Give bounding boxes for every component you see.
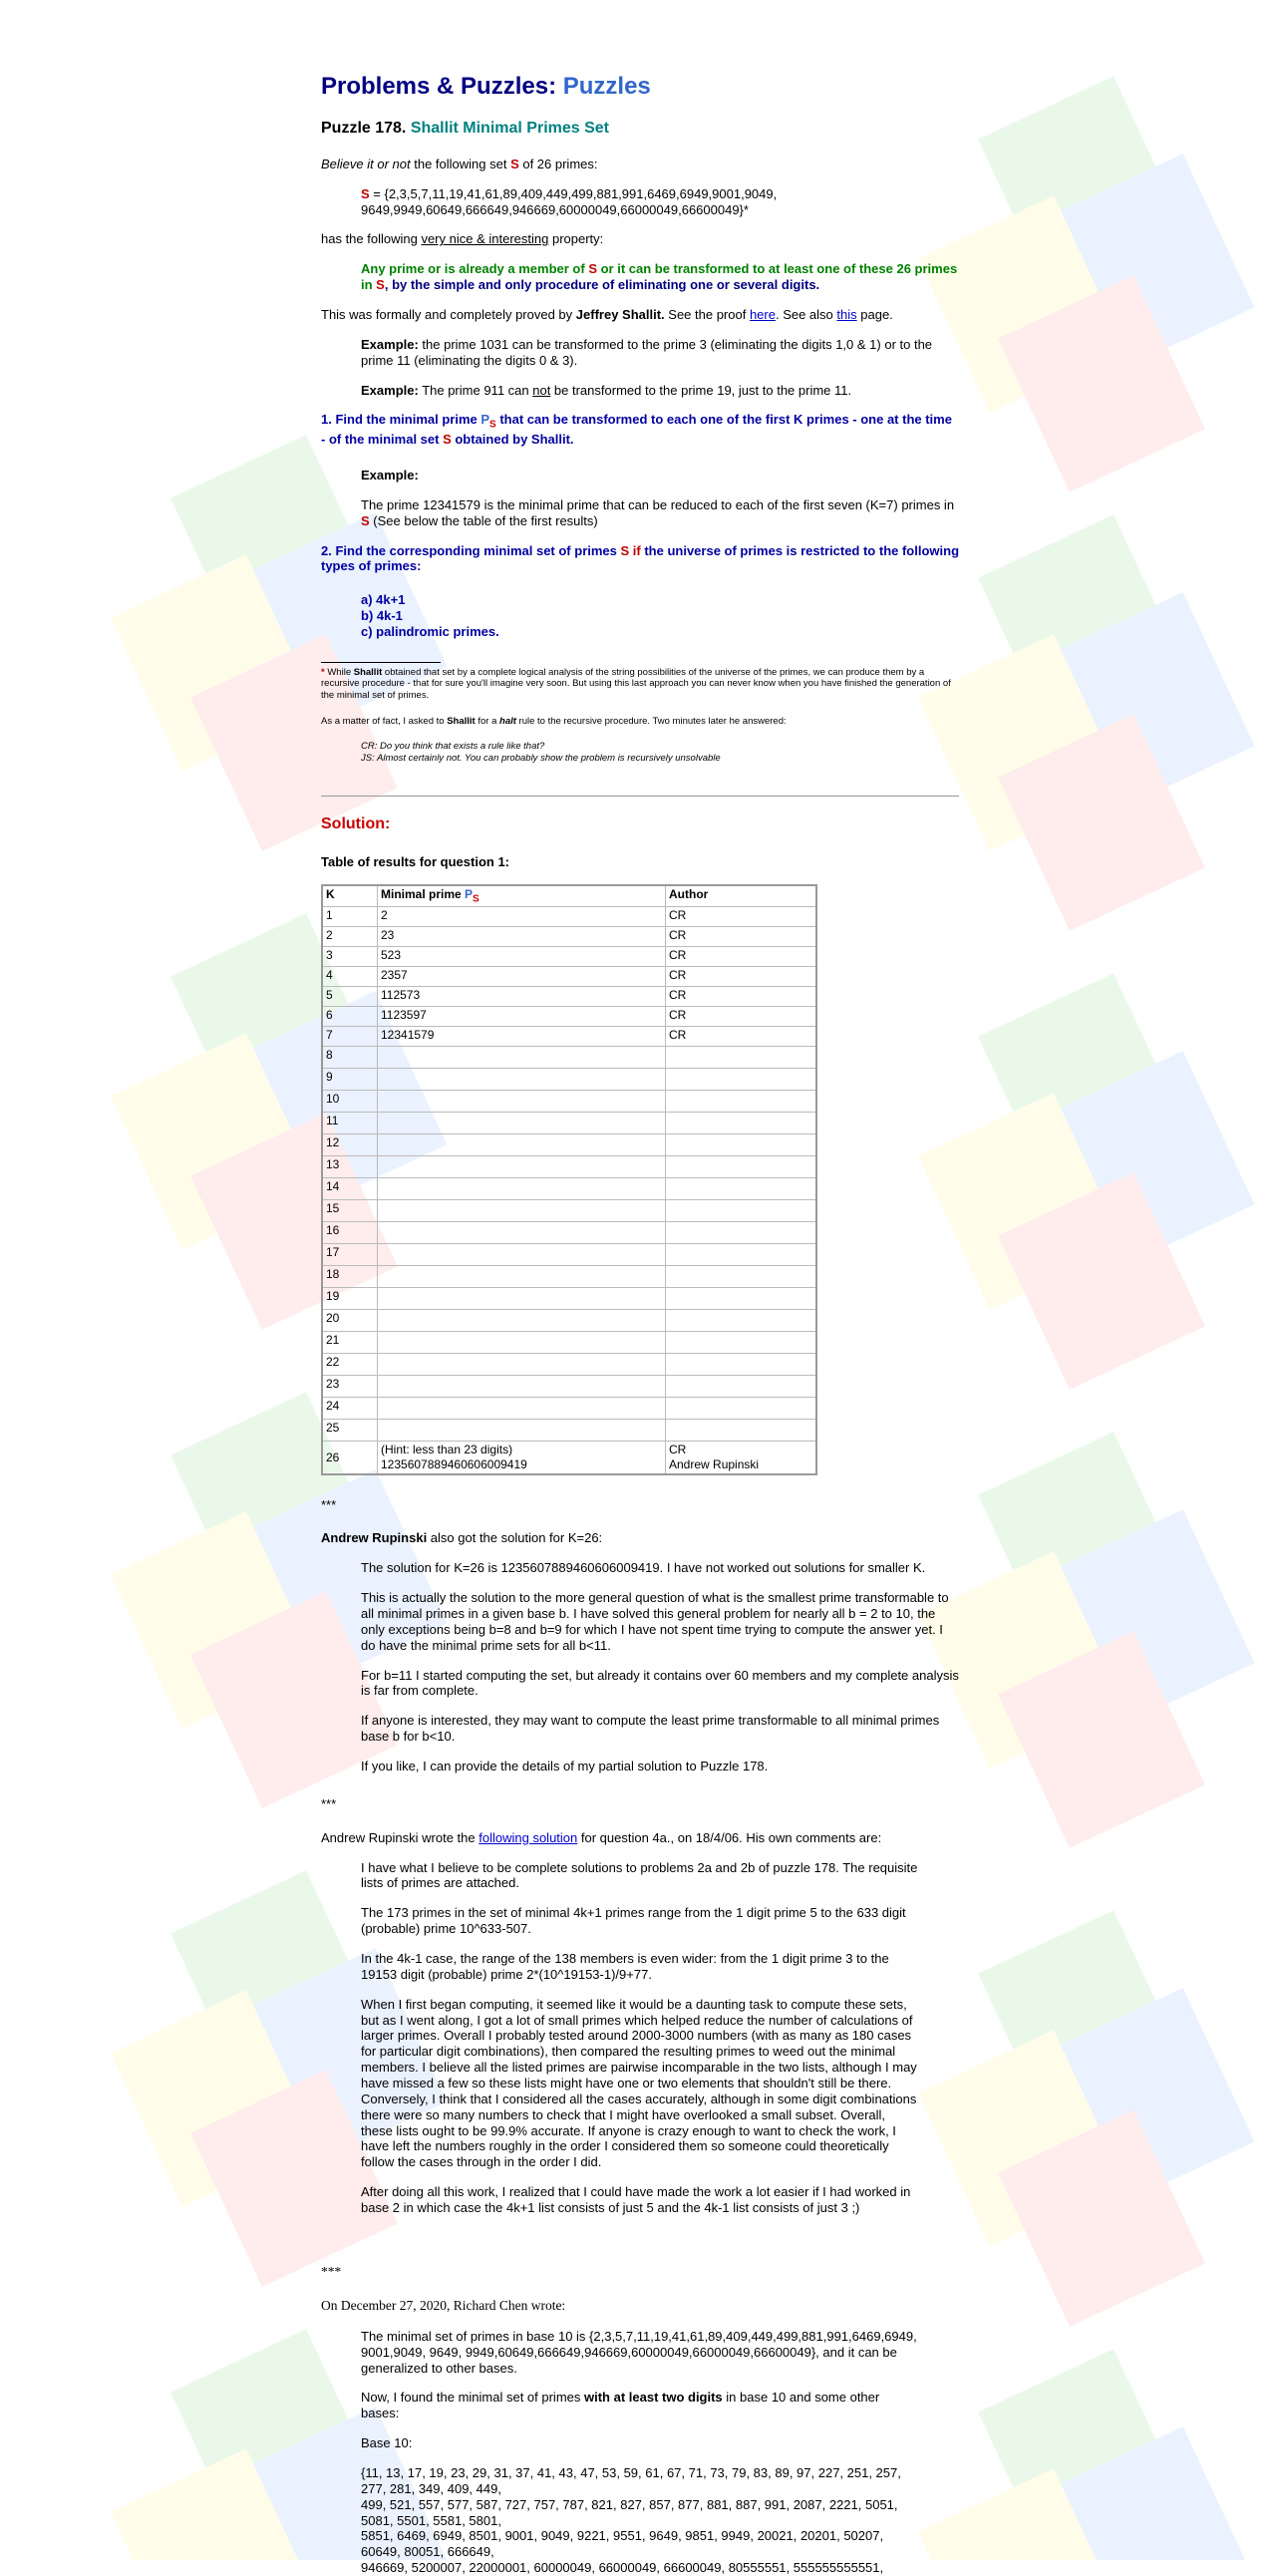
cell-k: 18: [322, 1266, 378, 1288]
cell-k: 6: [322, 1007, 378, 1027]
solution-heading: Solution:: [321, 815, 391, 833]
cell-k: 26: [322, 1442, 378, 1474]
property-intro: [321, 231, 959, 247]
cell-k: 5: [322, 987, 378, 1007]
cell-k: 14: [322, 1178, 378, 1200]
section2-quote: [361, 1560, 959, 1774]
cell-author: [666, 1332, 817, 1354]
table-row: [322, 1134, 816, 1156]
cell-prime: [378, 1244, 666, 1266]
cell-k: 4: [322, 967, 378, 987]
section4-intro: On December 27, 2020, Richard Chen wrote:: [321, 2298, 566, 2314]
table-row: [322, 1200, 816, 1222]
row26-author-1: CR: [669, 1443, 687, 1457]
example-label: Example:: [361, 382, 419, 398]
cell-author: [666, 1156, 817, 1178]
table-row: [322, 1091, 816, 1113]
section2-intro-rest: also got the solution for K=26:: [427, 1530, 603, 1546]
cell-author: [666, 1091, 817, 1113]
cell-k: 12: [322, 1134, 378, 1156]
example-2-not: not: [532, 382, 551, 398]
example-label: Example:: [361, 468, 419, 483]
table-row: [322, 1156, 816, 1178]
footnote-a: While: [324, 666, 354, 678]
intro-text-2: of 26 primes:: [518, 156, 598, 171]
property-underlined: very nice & interesting: [421, 231, 549, 247]
prime-types-list: [361, 592, 959, 640]
dialogue-js: JS: Almost certainly not. You can probably show the problem is recursively unsolvable: [361, 752, 721, 764]
set-symbol: S: [361, 512, 370, 528]
table-row: [322, 1442, 816, 1474]
prime-type-item: c) palindromic primes.: [361, 624, 499, 640]
cell-prime: 523: [378, 947, 666, 967]
table-row: [322, 1027, 816, 1047]
prime-list-line: 5851, 6469, 6949, 8501, 9001, 9049, 9221, 9551, 9649, 9851, 9949, 20021, 20201, 50207, 60649, 80051, 666649,: [361, 2528, 884, 2560]
cell-author: [666, 1442, 817, 1474]
table-row: [322, 1354, 816, 1376]
table-row: [322, 1113, 816, 1134]
cell-prime: 112573: [378, 987, 666, 1007]
fact-b: for a: [475, 715, 500, 727]
section-divider: [321, 796, 959, 797]
ps-p: P: [480, 412, 490, 428]
puzzle-number: Puzzle 178.: [321, 120, 407, 138]
separator-stars: ***: [321, 1795, 337, 1811]
cell-author: [666, 1310, 817, 1332]
cell-k: 10: [322, 1091, 378, 1113]
table-row: [322, 1398, 816, 1420]
p2-a: Now, I found the minimal set of primes: [361, 2390, 584, 2406]
section4-quote: [361, 2329, 919, 2576]
separator-stars: ***: [321, 1496, 337, 1512]
cell-author: [666, 1398, 817, 1420]
table-row: [322, 1007, 816, 1027]
cell-prime: 2: [378, 907, 666, 927]
cell-k: 1: [322, 907, 378, 927]
cell-k: 20: [322, 1310, 378, 1332]
table-row: [322, 987, 816, 1007]
intro-paragraph: [321, 157, 959, 172]
table-row: [322, 1047, 816, 1069]
row26-author-2: Andrew Rupinski: [669, 1456, 760, 1471]
property-b: or it can be transformed to at least one of these 26 primes in: [361, 261, 958, 293]
prime-list-line: {11, 13, 17, 19, 23, 29, 31, 37, 41, 43, 47, 53, 59, 61, 67, 71, 73, 79, 83, 89, 97, 227, 251, 257, 277, 281, 349, 409, 449,: [361, 2465, 901, 2496]
col-min-text: Minimal prime: [381, 886, 466, 901]
quote-paragraph: The 173 primes in the set of minimal 4k+1 primes range from the 1 digit prime 5 to the 633 digit (probable) prime 10^633-507.: [361, 1905, 906, 1937]
property-pre: has the following: [321, 231, 422, 247]
set-symbol: S: [376, 277, 385, 293]
fact-halt: halt: [499, 715, 516, 727]
q1-example-post: (See below the table of the first results): [369, 512, 598, 528]
example-1-text: the prime 1031 can be transformed to the prime 3 (eliminating the digits 1,0 & 1) or to the prime 11 (eliminating the digits 0 & 3).: [361, 336, 933, 368]
cell-author: [666, 1222, 817, 1244]
cell-author: [666, 1113, 817, 1134]
ps-symbol: [480, 412, 496, 431]
table-row: [322, 1178, 816, 1200]
quote-paragraph: [361, 2390, 919, 2421]
cell-author: [666, 1266, 817, 1288]
cell-k: 23: [322, 1376, 378, 1398]
cell-author: [666, 1420, 817, 1442]
puzzle-name: Shallit Minimal Primes Set: [410, 120, 609, 138]
quote-paragraph: If you like, I can provide the details of my partial solution to Puzzle 178.: [361, 1759, 769, 1774]
cell-author: CR: [666, 1027, 817, 1047]
cell-author: [666, 1178, 817, 1200]
cell-prime: 12341579: [378, 1027, 666, 1047]
cell-k: 3: [322, 947, 378, 967]
table-row: [322, 947, 816, 967]
cell-prime: [378, 1398, 666, 1420]
footnote-star: *: [321, 666, 325, 678]
dialogue-cr: CR: Do you think that exists a rule like that?: [361, 741, 545, 753]
prime-type-item: a) 4k+1: [361, 592, 406, 608]
property-post: property:: [548, 231, 604, 247]
question-1: [321, 412, 959, 448]
table-row: [322, 927, 816, 947]
set-symbol: S: [620, 542, 630, 558]
cell-author: [666, 1134, 817, 1156]
quote-paragraph: For b=11 I started computing the set, but already it contains over 60 members and my complete analysis is far from complete.: [361, 1667, 959, 1699]
cell-prime: [378, 1134, 666, 1156]
prime-list-line: 946669, 5200007, 22000001, 60000049, 66000049, 66600049, 80555551, 555555555551,: [361, 2560, 884, 2576]
cell-prime: [378, 1222, 666, 1244]
property-statement: [361, 261, 959, 293]
section3-intro: [321, 1830, 959, 1846]
cell-author: [666, 1200, 817, 1222]
row26-prime: 1235607889460606009419: [381, 1456, 527, 1471]
footnote-shallit: Shallit: [353, 666, 383, 678]
set-definition: [361, 186, 959, 218]
cell-k: 9: [322, 1069, 378, 1091]
proof-line: [321, 307, 959, 323]
table-row: [322, 1420, 816, 1442]
cell-k: 7: [322, 1027, 378, 1047]
cell-prime: 1123597: [378, 1007, 666, 1027]
quote-paragraph: I have what I believe to be complete solutions to problems 2a and 2b of puzzle 178. The requisite lists of primes are attached.: [361, 1859, 918, 1891]
cell-author: [666, 1354, 817, 1376]
cell-author: CR: [666, 967, 817, 987]
cell-prime: [378, 1156, 666, 1178]
quote-paragraph: This is actually the solution to the more general question of what is the smallest prime transformable to all minimal primes in a given base b. I have solved this general problem for nearly all b = 2 to 10, the only exceptions being b=8 and b=9 for which I have not spent time trying to compute the answer yet. I do have the minimal prime sets for all b<11.: [361, 1590, 949, 1653]
ps-s: S: [473, 893, 480, 905]
example-label: Example:: [361, 336, 419, 352]
proof-author: Jeffrey Shallit.: [575, 306, 665, 322]
cell-prime: [378, 1442, 666, 1474]
footnote-2: [321, 716, 959, 728]
quote-paragraph: In the 4k-1 case, the range of the 138 members is even wider: from the 1 digit prime 3 to the 19153 digit (probable) prime 2*(10^19153-1)/9+77.: [361, 1951, 889, 1982]
cell-prime: [378, 1069, 666, 1091]
quote-paragraph: After doing all this work, I realized that I could have made the work a lot easier if I had worked in base 2 in which case the 4k+1 list consists of just 5 and the 4k-1 list consists of just 3 ;): [361, 2184, 911, 2216]
section3-quote: [361, 1860, 919, 2216]
set-symbol: S: [510, 156, 519, 171]
cell-prime: [378, 1310, 666, 1332]
table-caption-text: Table of results for question 1:: [321, 853, 510, 869]
q1-example-body: The prime 12341579 is the minimal prime that can be reduced to each of the first seven (K=7) primes in: [361, 496, 955, 512]
set-symbol: S: [361, 185, 370, 201]
page-title-accent: Puzzles: [562, 73, 651, 100]
cell-prime: [378, 1332, 666, 1354]
p2-b: with at least two digits: [583, 2390, 723, 2406]
table-row: [322, 1244, 816, 1266]
section3-intro-b: for question 4a., on 18/4/06. His own comments are:: [577, 1829, 882, 1845]
page-title: [321, 72, 959, 101]
question-2-if: if: [629, 542, 641, 558]
question-1-a: 1. Find the minimal prime: [321, 412, 481, 428]
col-min-header: [381, 886, 480, 905]
proof-pre: This was formally and completely proved by: [321, 306, 576, 322]
question-1-b: that can be transformed to each one of the first K primes - one at the time - of the minimal set: [321, 412, 952, 448]
table-row: [322, 1288, 816, 1310]
footnote-1: [321, 667, 959, 702]
cell-k: 19: [322, 1288, 378, 1310]
p2-c: in base 10 and some other bases:: [361, 2390, 880, 2421]
quote-paragraph: The minimal set of primes in base 10 is {2,3,5,7,11,19,41,61,89,409,449,499,881,991,6469,6949, 9001,9049, 9649, 9949,60649,666649,946669,60000049,66000049,66600049}, and it can be generalized to other bases.: [361, 2328, 917, 2376]
results-table: [321, 884, 817, 1475]
table-row: [322, 1069, 816, 1091]
cell-k: 11: [322, 1113, 378, 1134]
cell-prime: [378, 1288, 666, 1310]
decorative-cube-group: [918, 76, 1254, 491]
cell-k: 15: [322, 1200, 378, 1222]
table-row: [322, 1222, 816, 1244]
quote-paragraph: The solution for K=26 is 1235607889460606009419. I have not worked out solutions for smaller K.: [361, 1560, 926, 1576]
cell-prime: 23: [378, 927, 666, 947]
quote-paragraph: When I first began computing, it seemed like it would be a daunting task to compute these sets, but as I went along, I got a lot of small primes which helped reduce the number of calculations of larger primes. Overall I probably tested around 2000-3000 numbers (with as many as 180 cases for particular digit combinations), then compared the resulting primes to weed out the minimal members. I believe all the listed primes are pairwise incomparable in the two lists, although I may have missed a few so these lists might have one or two elements that shouldn't still be there. Conversely, I think that I considered all the cases accurately, although in some digit combinations there were so many numbers to check that I might have overlooked a small subset. Overall, these lists ought to be 99.9% accurate. If anyone is crazy enough to want to check the work, I have left the numbers roughly in the order I considered them so someone could theoretically follow the cases through in the order I did.: [361, 1996, 917, 2170]
footnote-b: obtained that set by a complete logical analysis of the string possibilities of the universe of the primes, we can produce them by a recursive procedure - that for sure you'll imagine very soon. But using this last approach you can never know when you have finished the generation of the minimal set of primes.: [321, 666, 951, 702]
cell-author: [666, 1376, 817, 1398]
proof-this-link[interactable]: this: [836, 306, 857, 322]
table-row: [322, 1332, 816, 1354]
cell-k: 16: [322, 1222, 378, 1244]
question-2: [321, 543, 959, 575]
fact-a: As a matter of fact, I asked to: [321, 715, 448, 727]
set-symbol: S: [588, 261, 597, 277]
table-row: [322, 1266, 816, 1288]
table-caption: [321, 854, 959, 870]
cell-k: 2: [322, 927, 378, 947]
prime-type-item: b) 4k-1: [361, 608, 403, 624]
cell-prime: [378, 1420, 666, 1442]
puzzle-title: [321, 119, 959, 139]
cell-prime: [378, 1113, 666, 1134]
page-title-main: Problems & Puzzles:: [321, 73, 557, 100]
property-c: , by the simple and only procedure of eliminating one or several digits.: [384, 277, 820, 293]
col-author-header: Author: [669, 886, 709, 901]
intro-believe: Believe it or not: [321, 156, 411, 171]
cell-k: 21: [322, 1332, 378, 1354]
ps-p: P: [465, 886, 474, 901]
question-1-c: obtained by Shallit.: [451, 432, 574, 448]
separator-stars: ***: [321, 2263, 342, 2279]
question-2-b: the universe of primes is restricted to the following types of primes:: [321, 542, 960, 574]
intro-text: the following set: [410, 156, 511, 171]
cell-author: [666, 1069, 817, 1091]
dialogue: [361, 741, 959, 764]
q1-example-text: [361, 497, 959, 529]
example-2-post: be transformed to the prime 19, just to the prime 11.: [550, 382, 852, 398]
base-label: Base 10:: [361, 2435, 413, 2451]
cell-prime: [378, 1091, 666, 1113]
example-2-pre: The prime 911 can: [418, 382, 533, 398]
cell-author: [666, 1288, 817, 1310]
proof-post: page.: [856, 306, 893, 322]
footnote-divider: [321, 662, 441, 663]
table-row: [322, 1376, 816, 1398]
set-members: = {2,3,5,7,11,19,41,61,89,409,449,499,881,991,6469,6949,9001,9049, 9649,9949,60649,666649,946669,60000049,66000049,66600049}*: [361, 185, 778, 217]
cell-k: 8: [322, 1047, 378, 1069]
cell-prime: [378, 1266, 666, 1288]
prime-list: [361, 2465, 919, 2576]
proof-mid: See the proof: [664, 306, 750, 322]
cell-k: 13: [322, 1156, 378, 1178]
cell-author: CR: [666, 907, 817, 927]
example-2: [361, 383, 959, 399]
example-1: [361, 337, 959, 369]
section2-intro: [321, 1530, 959, 1546]
section3-intro-a: Andrew Rupinski wrote the: [321, 1829, 480, 1845]
cell-prime: [378, 1178, 666, 1200]
cell-k: 22: [322, 1354, 378, 1376]
cell-author: CR: [666, 1007, 817, 1027]
set-symbol: S: [443, 432, 452, 448]
table-row: [322, 1310, 816, 1332]
fact-c: rule to the recursive procedure. Two minutes later he answered:: [515, 715, 787, 727]
cell-author: CR: [666, 927, 817, 947]
cell-prime: [378, 1200, 666, 1222]
question-2-a: 2. Find the corresponding minimal set of primes: [321, 542, 621, 558]
cell-k: 25: [322, 1420, 378, 1442]
property-a: Any prime or is already a member of: [361, 261, 589, 277]
cell-author: CR: [666, 987, 817, 1007]
rupinski-name: Andrew Rupinski: [321, 1530, 428, 1546]
following-solution-link[interactable]: following solution: [479, 1829, 578, 1845]
col-k-header: K: [326, 886, 335, 901]
q1-example-label: [361, 468, 959, 483]
proof-here-link[interactable]: here: [749, 306, 776, 322]
proof-mid2: . See also: [775, 306, 837, 322]
fact-shallit: Shallit: [447, 715, 476, 727]
prime-list-line: 499, 521, 557, 577, 587, 727, 757, 787, 821, 827, 857, 877, 881, 887, 991, 2087, 2221, 5051, 5081, 5501, 5581, 5801,: [361, 2496, 898, 2528]
cell-author: CR: [666, 947, 817, 967]
table-row: [322, 907, 816, 927]
page-content: [321, 72, 959, 2576]
table-header-row: [322, 885, 816, 907]
cell-prime: [378, 1047, 666, 1069]
table-body: [322, 907, 816, 1442]
cell-author: [666, 1047, 817, 1069]
cell-k: 24: [322, 1398, 378, 1420]
ps-s: S: [489, 419, 496, 431]
cell-prime: [378, 1354, 666, 1376]
quote-paragraph: If anyone is interested, they may want to compute the least prime transformable to all minimal primes base b for b<10.: [361, 1713, 940, 1745]
cell-prime: 2357: [378, 967, 666, 987]
cell-k: 17: [322, 1244, 378, 1266]
row26-hint: (Hint: less than 23 digits): [381, 1443, 513, 1457]
cell-author: [666, 1244, 817, 1266]
cell-prime: [378, 1376, 666, 1398]
table-row: [322, 967, 816, 987]
